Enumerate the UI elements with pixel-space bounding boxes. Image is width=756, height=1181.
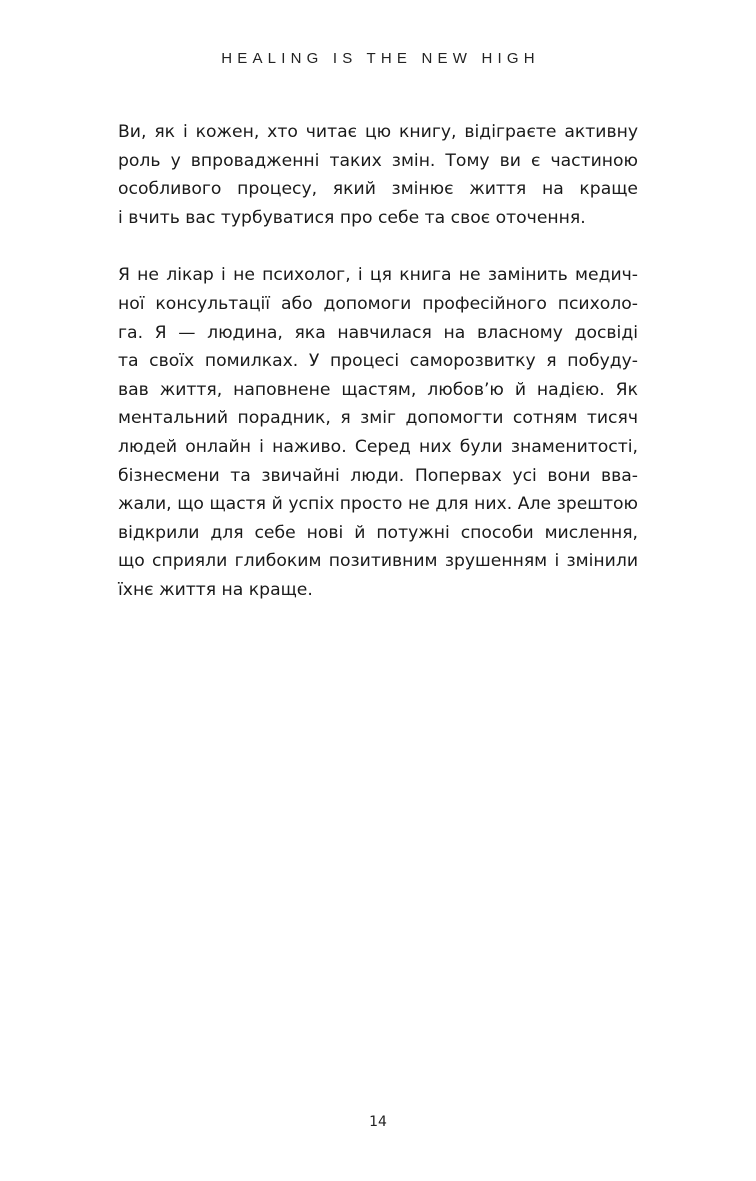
paragraph-1 — [118, 118, 638, 232]
text-line: роль у впровадженні таких змін. Тому ви є частиною — [118, 150, 638, 171]
text-line: ментальний порадник, я зміг допомогти сотням тисяч — [118, 408, 638, 429]
paragraph-2 — [118, 261, 638, 604]
text-line: ної консультації або допомоги професійного психоло- — [118, 293, 638, 314]
page-number: 14 — [369, 1114, 387, 1130]
text-line: жали, що щастя й успіх просто не для них. Але зрештою — [118, 494, 638, 515]
text-line: і вчить вас турбуватися про себе та своє оточення. — [118, 207, 586, 228]
text-line: Я не лікар і не психолог, і ця книга не замінить медич- — [118, 265, 638, 286]
text-line: Ви, як і кожен, хто читає цю книгу, відіграєте активну — [118, 122, 638, 142]
text-line: людей онлайн і наживо. Серед них були знаменитості, — [118, 436, 638, 457]
text-line: та своїх помилках. У процесі саморозвитку я побуду- — [118, 351, 638, 372]
text-line: відкрили для себе нові й потужні способи мислення, — [118, 522, 638, 543]
text-line: вав життя, наповнене щастям, любов’ю й надією. Як — [118, 379, 638, 400]
text-line: їхнє життя на краще. — [118, 579, 313, 600]
running-header: HEALING IS THE NEW HIGH — [221, 50, 540, 67]
text-line: особливого процесу, який змінює життя на краще — [118, 179, 638, 200]
text-line: що сприяли глибоким позитивним зрушенням і змінили — [118, 551, 638, 572]
text-line: га. Я — людина, яка навчилася на власному досвіді — [118, 322, 638, 343]
text-line: бізнесмени та звичайні люди. Поперваx усі вони вва- — [118, 465, 638, 486]
body-text — [118, 118, 638, 605]
